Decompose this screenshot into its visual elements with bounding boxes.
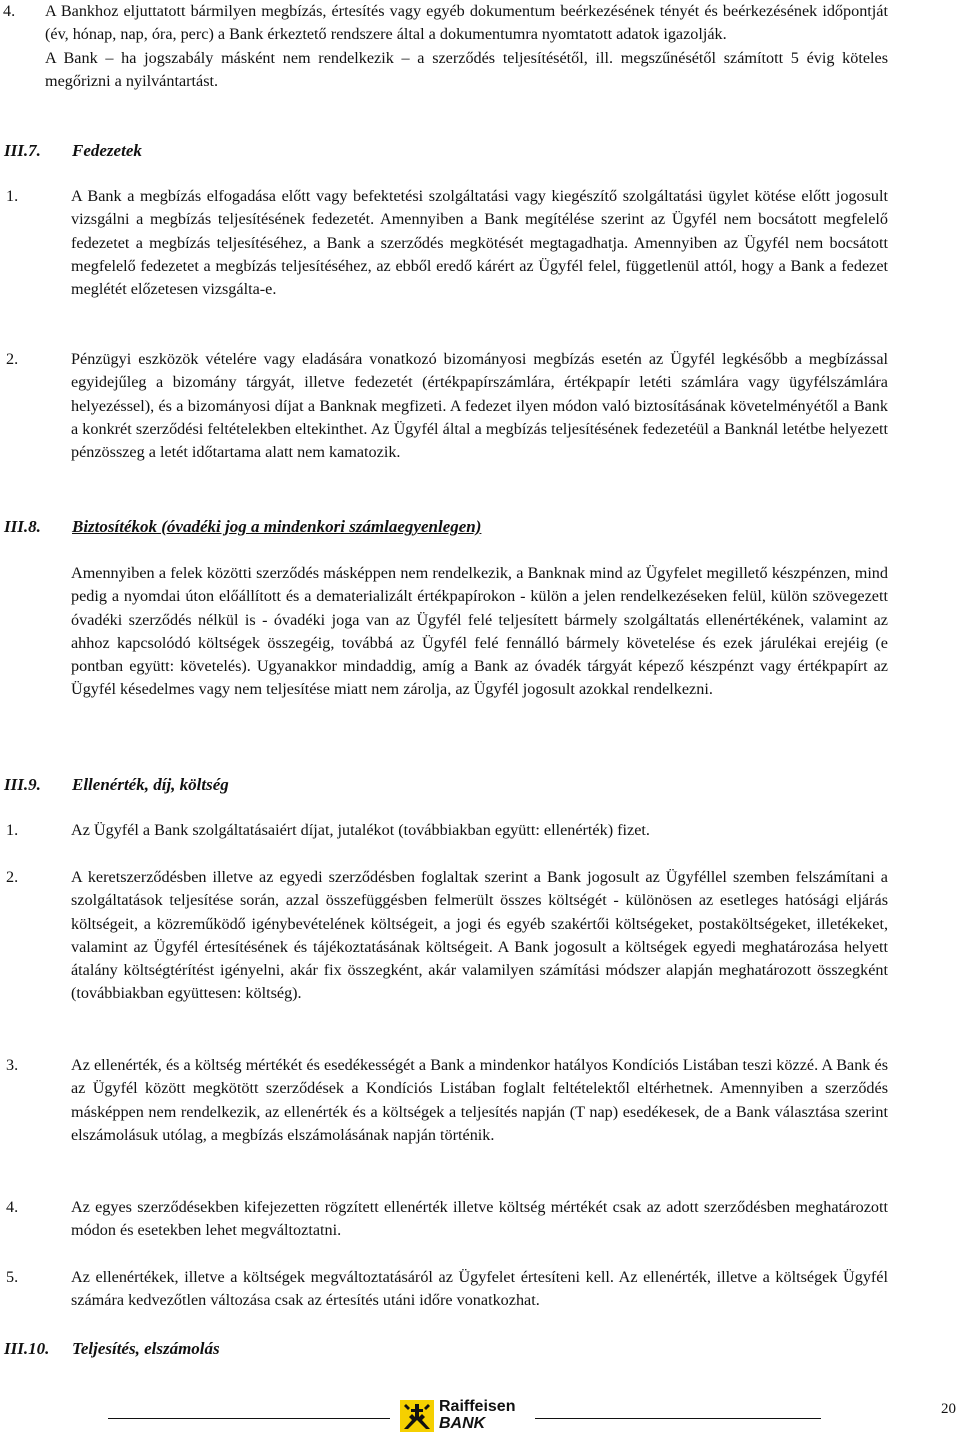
section-number-iii9: III.9. <box>4 775 41 794</box>
section-title-ellenertek: Ellenérték, díj, költség <box>72 775 229 794</box>
paragraph-text: Amennyiben a felek közötti szerződés másképpen nem rendelkezik, a Banknak mind az Ügyfelet megillető készpénzen, mind pedig a nyomdai úton előállított és a dematerializált értékpapírokon - külön a jelen rendelkezéseken felül, külön szövegezett óvadéki szerződés nélkül is - óvadéki joga van az Ügyfél felé teljesített bármely szolgáltatás ellenértékének, valamint az ahhoz kapcsolódó költségek összegéig, továbbá az Ügyfél felé fennálló bármely követelése és ezek járulékai erejéig (e pontban együtt: követelés). Ugyanakkor mindaddig, amíg a Bank az óvadék tárgyát képező készpénzt vagy értékpapírt az Ügyfél késedelmes vagy nem teljesítése miatt nem zárolja, az Ügyfél jogosult azokkal rendelkezni. <box>71 564 888 699</box>
item-number: 1. <box>6 187 19 205</box>
logo-text-bank: BANK <box>439 1415 486 1432</box>
raiffeisen-gable-cross-icon <box>400 1400 434 1432</box>
item-number: 4. <box>3 2 16 20</box>
ellenertek-item-2 <box>0 866 888 1006</box>
item-number: 2. <box>6 350 19 368</box>
page-number: 20 <box>941 1401 956 1417</box>
item-number: 1. <box>6 821 19 839</box>
item-text: A Bankhoz eljuttatott bármilyen megbízás, értesítés vagy egyéb dokumentum beérkezésének tényét és beérkezésének időpontját (év, hónap, nap, óra, perc) a Bank érkeztető rendszere által a dokumentumra nyomtatott adatok igazolják. <box>45 2 888 44</box>
section-title-fedezetek: Fedezetek <box>72 141 142 160</box>
footer-rule-right <box>535 1418 821 1419</box>
ellenertek-item-4 <box>0 1196 888 1243</box>
list-item-4 <box>0 0 888 93</box>
logo-text-raiffeisen: Raiffeisen <box>439 1398 516 1415</box>
item-number: 2. <box>6 868 19 886</box>
section-number-iii10: III.10. <box>4 1339 50 1358</box>
item-text: Az egyes szerződésekben kifejezetten rögzített ellenérték illetve költség mértékét csak az adott szerződésben meghatározott módon és esetekben lehet megváltoztatni. <box>71 1198 888 1240</box>
item-number: 4. <box>6 1198 19 1216</box>
item-text-2: A Bank – ha jogszabály másként nem rendelkezik – a szerződés teljesítésétől, ill. megszűnésétől számított 5 évig köteles megőrizni a nyilvántartást. <box>45 48 888 90</box>
item-number: 5. <box>6 1268 19 1286</box>
item-text: Az Ügyfél a Bank szolgáltatásaiért díjat, jutalékot (továbbiakban együtt: ellenérték) fizet. <box>71 821 650 839</box>
fedezetek-item-2 <box>0 348 888 464</box>
ellenertek-item-3 <box>0 1054 888 1147</box>
item-text: A keretszerződésben illetve az egyedi szerződésben foglaltak szerint a Bank jogosult az Ügyféllel szemben felszámítani a szolgáltatások teljesítése során, azzal összefüggésben felmerült összes költségét - különösen az esetleges hatósági eljárás költségeit, a közreműködő igénybevételének költségeit, a jogi és egyéb szakértői költségeket, postaköltségeket, illetékeket, valamint az Ügyfél értesítésének és tájékoztatásának költségeit. A Bank jogosult a költségek egyedi meghatározása helyett átalány költségtérítést igényelni, akár fix összegként, akár valamilyen számítási módszer alapján meghatározott összegként (továbbiakban együttesen: költség). <box>71 868 888 1003</box>
ellenertek-item-5 <box>0 1266 888 1313</box>
item-text: Pénzügyi eszközök vételére vagy eladására vonatkozó bizományosi megbízás esetén az Ügyfél legkésőbb a megbízással egyidejűleg a bizomány tárgyát, illetve fedezetét (értékpapírszámlára, értékpapír letéti számlára vagy ügyfélszámlára helyezéssel), és a bizományosi díjat a Banknak megfizeti. A fedezet ilyen módon való biztosításának követelményétől a Bank a konkrét szerződési feltételekben eltekinthet. Az Ügyfél által a megbízás teljesítésének fedezetéül a Banknál letétbe helyezett pénzösszeg a letét időtartama alatt nem kamatozik. <box>71 350 888 462</box>
biztositekok-paragraph <box>0 562 888 702</box>
section-title-biztositekok: Biztosítékok (óvadéki jog a mindenkori számlaegyenlegen) <box>72 517 482 536</box>
fedezetek-item-1 <box>0 185 888 301</box>
item-text: Az ellenértékek, illetve a költségek megváltoztatásáról az Ügyfelet értesíteni kell. Az ellenérték, illetve a költségek Ügyfél számára kedvezőtlen változása csak az értesítés utáni időre vonatkozhat. <box>71 1268 888 1310</box>
section-number-iii8: III.8. <box>4 517 41 536</box>
section-number-iii7: III.7. <box>4 141 41 160</box>
ellenertek-item-1 <box>0 819 888 842</box>
footer-rule-left <box>108 1418 390 1419</box>
item-number: 3. <box>6 1056 19 1074</box>
item-text: A Bank a megbízás elfogadása előtt vagy befektetési szolgáltatási vagy kiegészítő szolgáltatási ügylet kötése előtt jogosult vizsgálni a megbízás teljesítésének fedezetét. Amennyiben a Bank megítélése szerint az Ügyfél nem bocsátott megfelelő fedezetet a megbízás teljesítéséhez, a Bank a szerződés megkötését megtagadhatja. Amennyiben az Ügyfél nem bocsátott megfelelő fedezetet a megbízás teljesítéséhez, az ebből eredő kárért az Ügyfél felel, függetlenül attól, hogy a Bank a fedezet meglétét előzetesen vizsgálta-e. <box>71 187 888 299</box>
item-text: Az ellenérték, és a költség mértékét és esedékességét a Bank a mindenkor hatályos Kondíciós Listában teszi közzé. A Bank és az Ügyfél között megkötött szerződések a Kondíciós Listában foglalt feltételektől eltérhetnek. Amennyiben a szerződés másképpen nem rendelkezik, az ellenérték és a költségek a teljesítés napján (T nap) esedékesek, de a Bank választása szerint elszámolásuk utólag, a megbízás elszámolásának napján történik. <box>71 1056 888 1144</box>
raiffeisen-bank-logo <box>400 1398 526 1434</box>
section-title-teljesites: Teljesítés, elszámolás <box>72 1339 220 1358</box>
